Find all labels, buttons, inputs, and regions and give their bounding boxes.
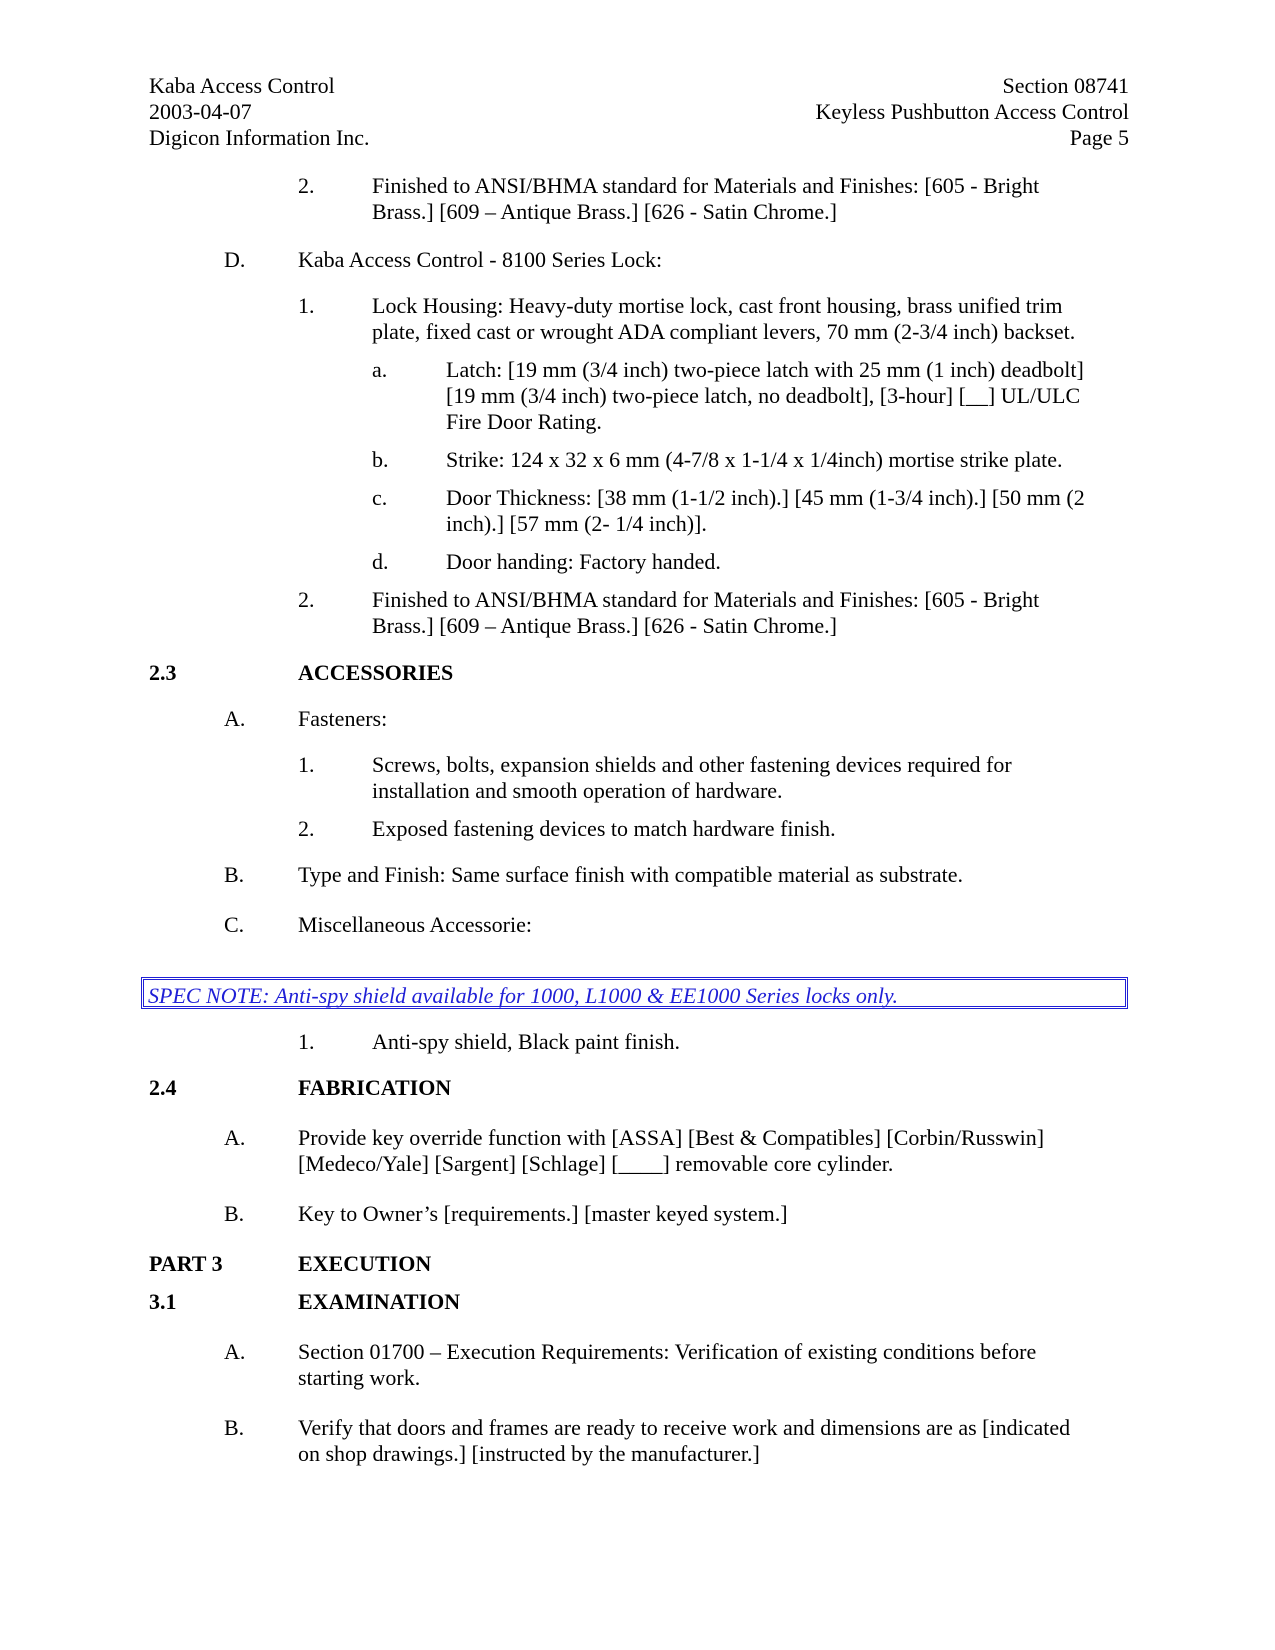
item-number: 2. — [298, 587, 315, 612]
subitem-text: Door Thickness: [38 mm (1-1/2 inch).] [45 mm (1-3/4 inch).] [50 mm (2 — [446, 485, 1085, 510]
item-text: Lock Housing: Heavy-duty mortise lock, cast front housing, brass unified trim — [372, 293, 1063, 318]
section-heading: FABRICATION — [298, 1075, 452, 1100]
item-text: Finished to ANSI/BHMA standard for Materials and Finishes: [605 - Bright — [372, 587, 1040, 612]
item-text: Section 01700 – Execution Requirements: Verification of existing conditions before — [298, 1339, 1037, 1364]
item-letter: D. — [224, 247, 246, 272]
item-letter: A. — [224, 706, 246, 731]
section-number-heading: 3.1 — [149, 1289, 177, 1314]
subitem-letter: a. — [372, 357, 388, 382]
item-letter: B. — [224, 1201, 245, 1226]
subitem-text: Latch: [19 mm (3/4 inch) two-piece latch with 25 mm (1 inch) deadbolt] — [446, 357, 1084, 382]
item-text: Fasteners: — [298, 706, 388, 731]
section-heading: EXAMINATION — [298, 1289, 461, 1314]
subitem-text: Fire Door Rating. — [446, 409, 602, 434]
item-letter: C. — [224, 912, 245, 937]
item-text: Brass.] [609 – Antique Brass.] [626 - Satin Chrome.] — [372, 613, 837, 638]
subitem-letter: d. — [372, 549, 389, 574]
spec-note: SPEC NOTE: Anti-spy shield available for 1000, L1000 & EE1000 Series locks only. — [148, 983, 898, 1008]
item-text: installation and smooth operation of hardware. — [372, 778, 783, 803]
publisher-name: Digicon Information Inc. — [149, 125, 370, 150]
item-number: 1. — [298, 1029, 315, 1054]
part-number-heading: PART 3 — [149, 1251, 223, 1276]
company-name: Kaba Access Control — [149, 73, 335, 98]
item-text: Brass.] [609 – Antique Brass.] [626 - Satin Chrome.] — [372, 199, 837, 224]
section-number-heading: 2.3 — [149, 660, 177, 685]
subitem-text: Strike: 124 x 32 x 6 mm (4-7/8 x 1-1/4 x 1/4inch) mortise strike plate. — [446, 447, 1063, 472]
item-number: 2. — [298, 173, 315, 198]
item-text: Anti-spy shield, Black paint finish. — [372, 1029, 680, 1054]
subitem-letter: b. — [372, 447, 389, 472]
document-date: 2003-04-07 — [149, 99, 252, 124]
item-number: 1. — [298, 752, 315, 777]
subitem-letter: c. — [372, 485, 388, 510]
header-right — [816, 73, 1130, 151]
item-letter: B. — [224, 1415, 245, 1440]
item-text: Provide key override function with [ASSA] [Best & Compatibles] [Corbin/Russwin] — [298, 1125, 1045, 1150]
item-text: Exposed fastening devices to match hardware finish. — [372, 816, 836, 841]
item-text: Screws, bolts, expansion shields and other fastening devices required for — [372, 752, 1012, 777]
item-text: plate, fixed cast or wrought ADA compliant levers, 70 mm (2-3/4 inch) backset. — [372, 319, 1076, 344]
item-number: 2. — [298, 816, 315, 841]
item-letter: A. — [224, 1339, 246, 1364]
item-letter: A. — [224, 1125, 246, 1150]
item-text: Type and Finish: Same surface finish with compatible material as substrate. — [298, 862, 964, 887]
section-title: Keyless Pushbutton Access Control — [815, 99, 1129, 124]
section-number-heading: 2.4 — [149, 1075, 177, 1100]
subitem-text: inch).] [57 mm (2- 1/4 inch)]. — [446, 511, 707, 536]
item-text: on shop drawings.] [instructed by the manufacturer.] — [298, 1441, 760, 1466]
item-text: [Medeco/Yale] [Sargent] [Schlage] [____] removable core cylinder. — [298, 1151, 894, 1176]
item-letter: B. — [224, 862, 245, 887]
section-heading: ACCESSORIES — [298, 660, 454, 685]
part-heading: EXECUTION — [298, 1251, 432, 1276]
item-text: Kaba Access Control - 8100 Series Lock: — [298, 247, 663, 272]
subitem-text: Door handing: Factory handed. — [446, 549, 721, 574]
item-text: Miscellaneous Accessorie: — [298, 912, 532, 937]
header-left — [149, 73, 370, 151]
subitem-text: [19 mm (3/4 inch) two-piece latch, no deadbolt], [3-hour] [__] UL/ULC — [446, 383, 1081, 408]
item-text: Key to Owner’s [requirements.] [master keyed system.] — [298, 1201, 788, 1226]
item-text: Verify that doors and frames are ready to receive work and dimensions are as [indicated — [298, 1415, 1071, 1440]
item-text: Finished to ANSI/BHMA standard for Materials and Finishes: [605 - Bright — [372, 173, 1040, 198]
section-number: Section 08741 — [1002, 73, 1129, 98]
item-text: starting work. — [298, 1365, 421, 1390]
page-number: Page 5 — [1069, 125, 1129, 150]
item-number: 1. — [298, 293, 315, 318]
